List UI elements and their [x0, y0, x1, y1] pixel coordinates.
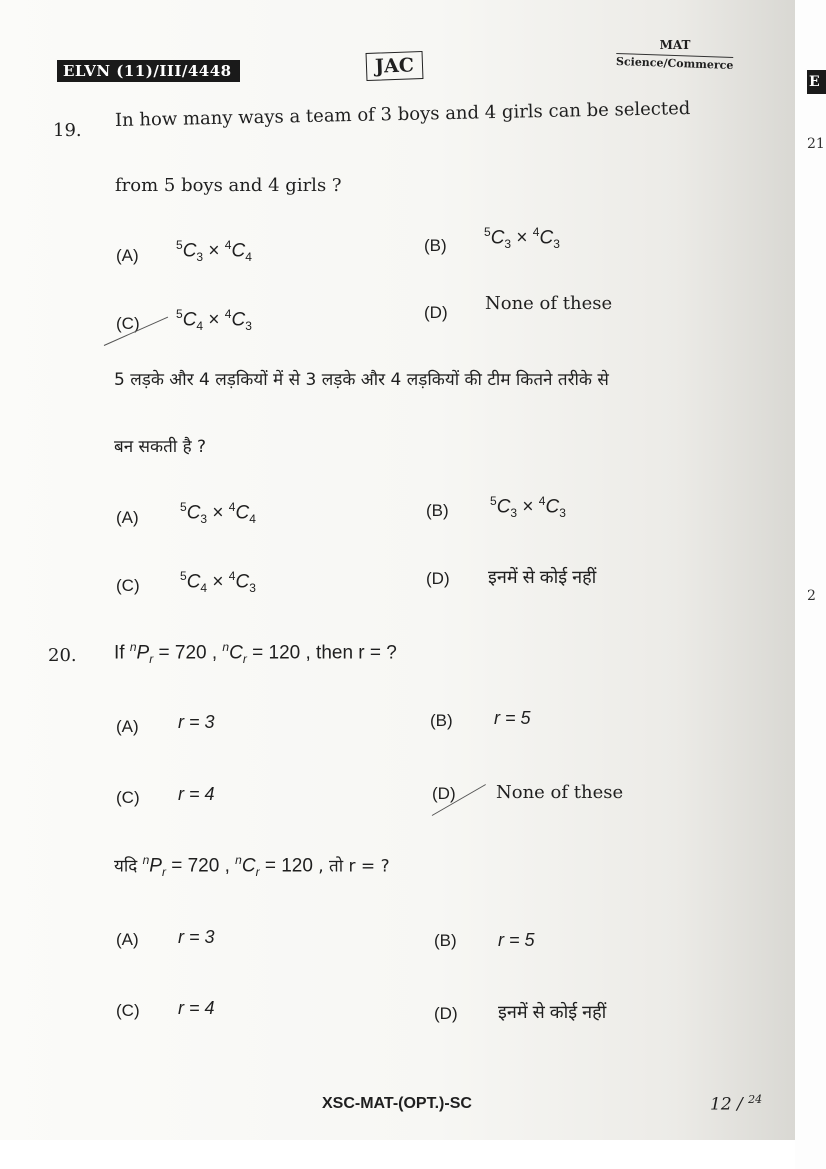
subject-name: MAT	[659, 38, 691, 52]
q19-hi-option-c-value: $^5C_4 \times ^4C_3$	[180, 569, 256, 596]
q20-text: If $^nP_r = 720$ , $^nC_r = 120$ , then r = ?	[114, 640, 397, 667]
q19-hindi-line2: बन सकती है ?	[114, 437, 207, 457]
q19-option-a-value: $^5C_3 \times ^4C_4$	[176, 238, 252, 265]
q19-option-b-value: $^5C_3 \times ^4C_3$	[484, 225, 560, 252]
q20-hi-option-c-value: r = 4	[178, 998, 215, 1018]
q19-hi-option-a-value: $^5C_3 \times ^4C_4$	[180, 500, 256, 527]
page-number: 12 / $^{24}$	[710, 1093, 763, 1115]
q19-text-line1: In how many ways a team of 3 boys and 4 girls can be selected	[114, 97, 691, 131]
q20-option-a-value: r = 3	[178, 712, 215, 732]
next-page-edge	[795, 0, 826, 1169]
q20-option-c-label: (C)	[116, 788, 140, 807]
q19-option-d-label: (D)	[424, 303, 448, 322]
q19-hi-option-d-label: (D)	[426, 569, 450, 588]
next-page-number-1: 21	[807, 136, 825, 152]
board-logo: JAC	[366, 51, 424, 81]
q19-text-line2: from 5 boys and 4 girls ?	[115, 175, 342, 196]
q20-option-d-value: None of these	[496, 782, 624, 803]
q20-hi-option-a-label: (A)	[116, 930, 139, 949]
q19-hi-option-d-value: इनमें से कोई नहीं	[488, 567, 597, 587]
q20-hi-option-b-value: r = 5	[498, 930, 535, 950]
q19-option-b-label: (B)	[424, 236, 447, 255]
q19-option-c-label: (C)	[116, 314, 140, 333]
q19-hi-option-b-value: $^5C_3 \times ^4C_3$	[490, 494, 566, 521]
next-page-number-2: 2	[807, 588, 816, 604]
footer-paper-code: XSC-MAT-(OPT.)-SC	[322, 1095, 472, 1112]
q19-hi-option-a-label: (A)	[116, 508, 139, 527]
paper-code-badge: ELVN (11)/III/4448	[57, 60, 240, 82]
q20-hi-option-d-label: (D)	[434, 1004, 458, 1023]
q20-option-b-value: r = 5	[494, 708, 531, 728]
q19-hindi-line1: 5 लड़के और 4 लड़कियों में से 3 लड़के और 4 लड़कियों की टीम कितने तरीके से	[114, 370, 609, 390]
q20-option-d-label: (D)	[432, 784, 456, 803]
q19-hi-option-b-label: (B)	[426, 501, 449, 520]
q20-hindi-text: यदि $^nP_r = 720$ , $^nC_r = 120$ , तो r = ?	[114, 853, 390, 880]
q20-option-a-label: (A)	[116, 717, 139, 736]
q20-hi-option-c-label: (C)	[116, 1001, 140, 1020]
subject-label	[605, 38, 745, 71]
q19-number: 19.	[53, 120, 82, 141]
stream-name: Science/Commerce	[616, 54, 734, 73]
q20-hi-option-d-value: इनमें से कोई नहीं	[498, 1002, 607, 1022]
q20-hi-option-b-label: (B)	[434, 931, 457, 950]
q19-option-a-label: (A)	[116, 246, 139, 265]
q20-hi-option-a-value: r = 3	[178, 927, 215, 947]
q19-hi-option-c-label: (C)	[116, 576, 140, 595]
q20-option-c-value: r = 4	[178, 784, 215, 804]
q20-number: 20.	[48, 645, 77, 666]
q19-option-d-value: None of these	[485, 293, 613, 314]
q20-option-b-label: (B)	[430, 711, 453, 730]
next-page-code-letter: E	[807, 70, 826, 94]
q19-option-c-value: $^5C_4 \times ^4C_3$	[176, 307, 252, 334]
